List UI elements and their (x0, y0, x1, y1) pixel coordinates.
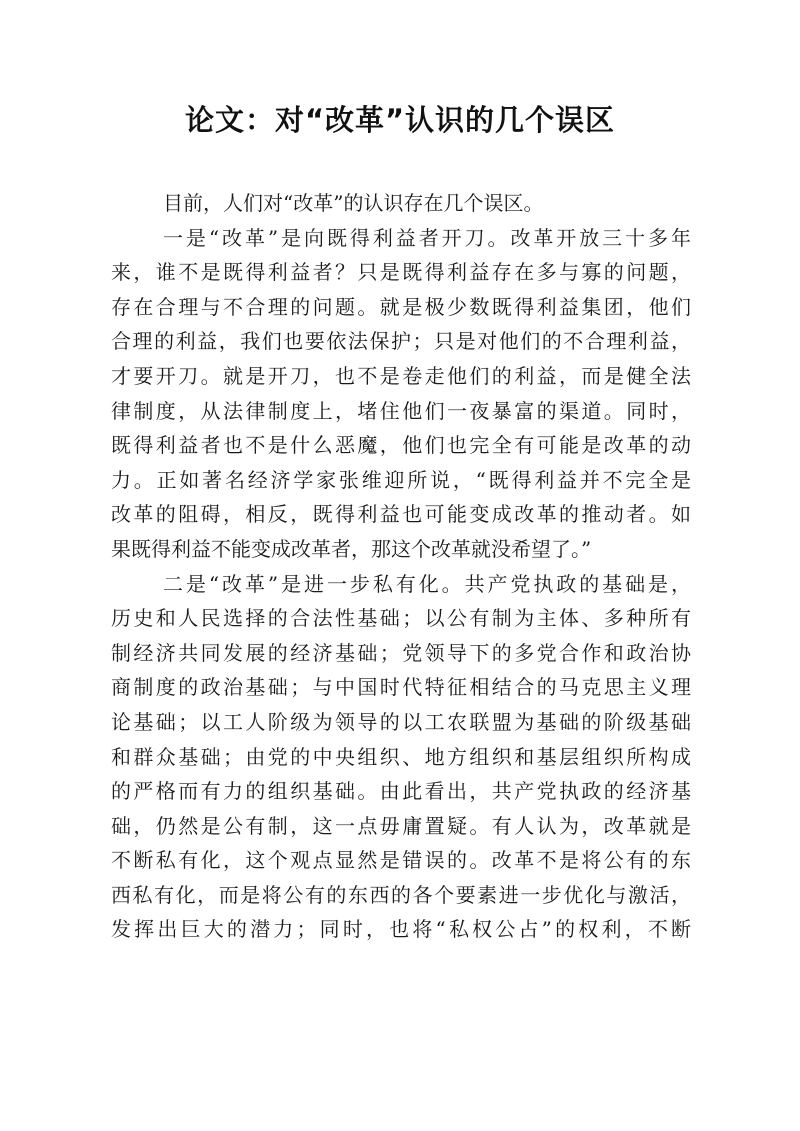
text-line: 不断私有化，这个观点显然是错误的。改革不是将公有的东 (111, 848, 691, 873)
text-line: 二是“改革”是进一步私有化。共产党执政的基础是， (163, 571, 691, 596)
text-line: 制经济共同发展的经济基础；党领导下的多党合作和政治协 (111, 640, 691, 665)
text-line: 商制度的政治基础；与中国时代特征相结合的马克思主义理 (111, 675, 691, 700)
text-line: 才要开刀。就是开刀，也不是卷走他们的利益，而是健全法 (111, 363, 691, 388)
text-line: 一是“改革”是向既得利益者开刀。改革开放三十多年 (163, 225, 691, 250)
text-line: 合理的利益，我们也要依法保护；只是对他们的不合理利益， (111, 329, 691, 354)
text-line: 存在合理与不合理的问题。就是极少数既得利益集团，他们 (111, 294, 691, 319)
text-line: 历史和人民选择的合法性基础；以公有制为主体、多种所有 (111, 606, 691, 631)
text-line: 来，谁不是既得利益者？只是既得利益存在多与寡的问题， (111, 260, 691, 285)
text-line: 的严格而有力的组织基础。由此看出，共产党执政的经济基 (111, 779, 691, 804)
text-line: 律制度，从法律制度上，堵住他们一夜暴富的渠道。同时， (111, 398, 691, 423)
page-title: 论文：对“改革”认识的几个误区 (184, 103, 616, 137)
text-line: 础，仍然是公有制，这一点毋庸置疑。有人认为，改革就是 (111, 813, 691, 838)
article-body (111, 186, 691, 947)
text-line: 目前，人们对“改革”的认识存在几个误区。 (163, 191, 544, 215)
text-line: 西私有化，而是将公有的东西的各个要素进一步优化与激活， (111, 882, 691, 907)
text-line: 既得利益者也不是什么恶魔，他们也完全有可能是改革的动 (111, 433, 691, 458)
text-line: 果既得利益不能变成改革者，那这个改革就没希望了。” (111, 536, 592, 561)
text-line: 论基础；以工人阶级为领导的以工农联盟为基础的阶级基础 (111, 709, 691, 734)
text-line: 和群众基础；由党的中央组织、地方组织和基层组织所构成 (111, 744, 691, 769)
text-line: 发挥出巨大的潜力；同时，也将“私权公占”的权利，不断 (111, 917, 691, 942)
text-line: 改革的阻碍，相反，既得利益也可能变成改革的推动者。如 (111, 502, 691, 527)
text-line: 力。正如著名经济学家张维迎所说，“既得利益并不完全是 (111, 467, 691, 492)
